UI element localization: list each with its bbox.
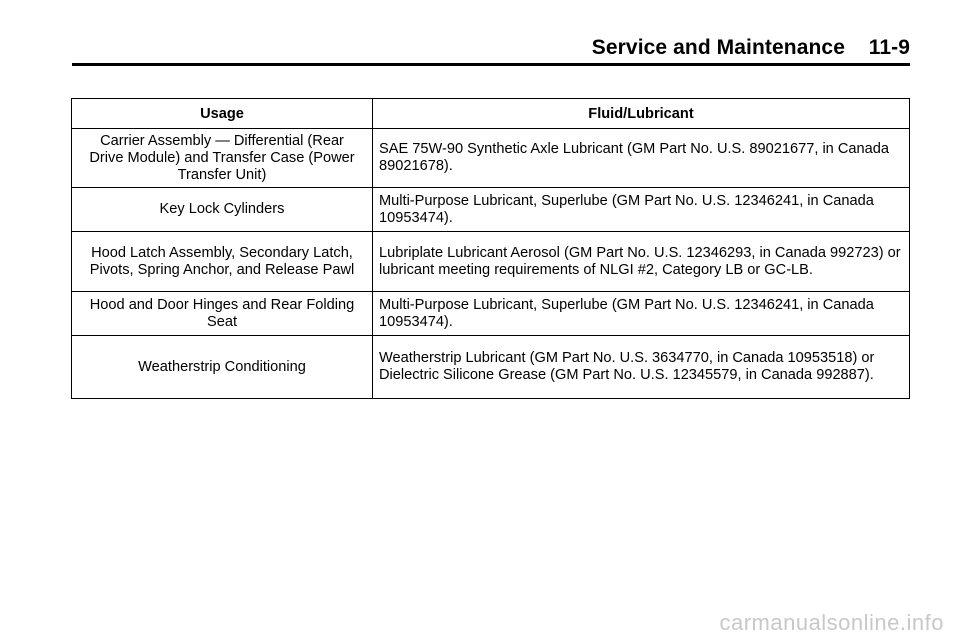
column-header-usage: Usage xyxy=(72,99,373,129)
lubricant-table xyxy=(71,98,910,399)
table-row xyxy=(72,336,910,399)
fluid-cell: SAE 75W-90 Synthetic Axle Lubricant (GM Part No. U.S. 89021677, in Canada 89021678). xyxy=(373,129,910,188)
watermark: carmanualsonline.info xyxy=(719,610,944,635)
page-header xyxy=(72,36,910,66)
table-row xyxy=(72,232,910,292)
table-row xyxy=(72,129,910,188)
table-row xyxy=(72,292,910,336)
usage-cell: Hood Latch Assembly, Secondary Latch, Pivots, Spring Anchor, and Release Pawl xyxy=(72,232,373,292)
fluid-cell: Multi-Purpose Lubricant, Superlube (GM Part No. U.S. 12346241, in Canada 10953474). xyxy=(373,292,910,336)
usage-cell: Weatherstrip Conditioning xyxy=(72,336,373,399)
usage-cell: Carrier Assembly — Differential (Rear Drive Module) and Transfer Case (Power Transfer Unit) xyxy=(72,129,373,188)
table-header-row xyxy=(72,99,910,129)
page-title: Service and Maintenance 11-9 xyxy=(591,36,910,59)
column-header-fluid: Fluid/Lubricant xyxy=(373,99,910,129)
fluid-cell: Weatherstrip Lubricant (GM Part No. U.S. 3634770, in Canada 10953518) or Dielectric Silicone Grease (GM Part No. U.S. 12345579, in Canada 992887). xyxy=(373,336,910,399)
table-row xyxy=(72,188,910,232)
fluid-cell: Multi-Purpose Lubricant, Superlube (GM Part No. U.S. 12346241, in Canada 10953474). xyxy=(373,188,910,232)
usage-cell: Hood and Door Hinges and Rear Folding Seat xyxy=(72,292,373,336)
fluid-cell: Lubriplate Lubricant Aerosol (GM Part No. U.S. 12346293, in Canada 992723) or lubricant meeting requirements of NLGI #2, Category LB or GC-LB. xyxy=(373,232,910,292)
usage-cell: Key Lock Cylinders xyxy=(72,188,373,232)
